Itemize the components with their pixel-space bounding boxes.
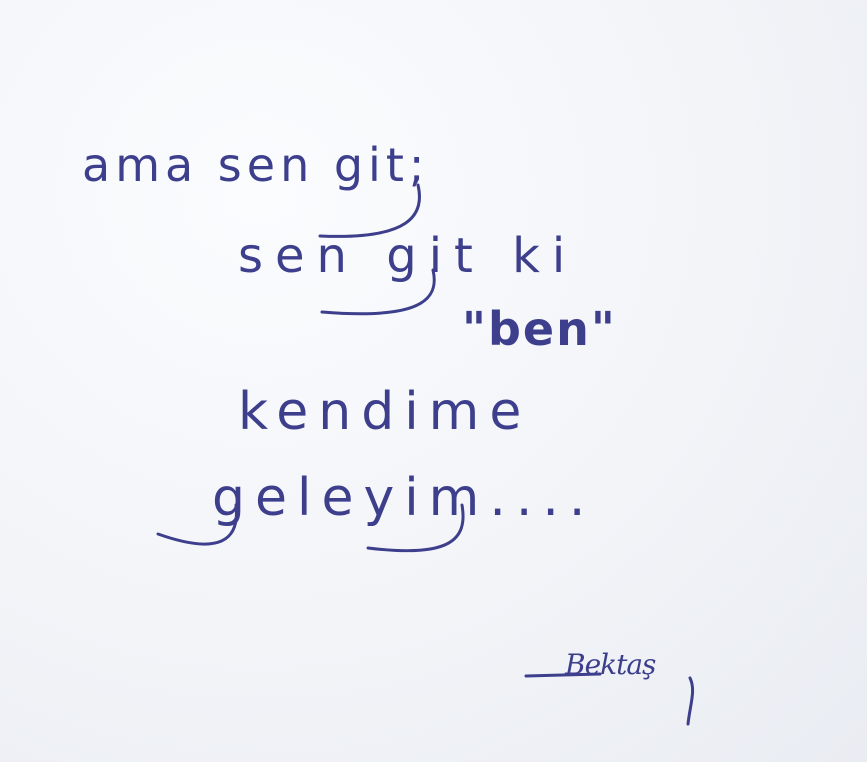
note-line-4: kendime xyxy=(238,382,532,442)
note-line-3: "ben" xyxy=(462,302,617,356)
note-line-5: geleyim.... xyxy=(212,468,596,528)
note-line-1: ama sen git; xyxy=(82,138,430,192)
note-line-2: sen git ki xyxy=(238,228,578,284)
signature-text: Bektaş xyxy=(565,648,656,681)
